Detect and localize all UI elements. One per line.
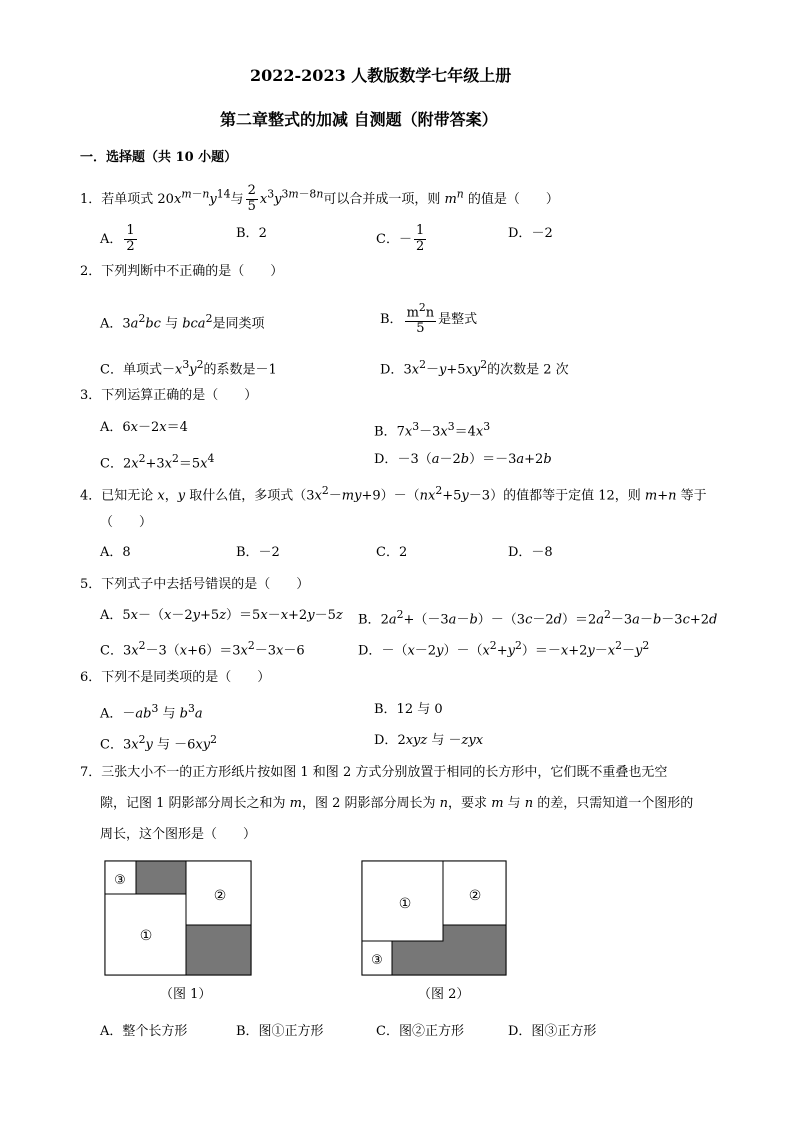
q4-option-b[interactable]: B．－2 <box>236 545 280 560</box>
fig1-shade-bottom <box>186 925 251 975</box>
doc-subtitle: 第二章整式的加减 自测题（附带答案） <box>220 110 498 129</box>
q1-option-c[interactable]: C．－ $\frac{1}{2}$ <box>376 223 425 254</box>
q5-option-a[interactable]: A．5x－（x－2y+5z）＝5x－x+2y－5z <box>100 608 343 623</box>
q3-option-d[interactable]: D．－3（a－2b）＝－3a+2b <box>374 452 552 467</box>
fig2-label-1: ① <box>398 896 412 912</box>
q5-option-c[interactable]: C．$3x^2-3(x+6)=3x^2-3x-6$ <box>100 639 305 659</box>
q2-stem: 2．下列判断中不正确的是（ ） <box>80 264 284 279</box>
figure-1 <box>104 860 254 978</box>
q5-stem: 5．下列式子中去括号错误的是（ ） <box>80 577 310 592</box>
doc-title: 2022-2023 人教版数学七年级上册 <box>250 66 512 85</box>
q6-option-c[interactable]: C．$3x^2y$ 与 $-6xy^2$ <box>100 733 217 753</box>
q1-stem: 1．若单项式 $20x^{m-n}y^{14}$与 $\frac{2}{5}$ $x^3y^{3m-8n}$可以合并成一项，则 $m^n$ 的值是（ ） <box>80 183 559 214</box>
q7-option-a[interactable]: A．整个长方形 <box>100 1024 188 1039</box>
q5-option-d[interactable]: D．$-(x-2y)-(x^2+y^2)=-x+2y-x^2-y^2$ <box>358 639 650 659</box>
q3-option-b[interactable]: B．$7x^3-3x^3=4x^3$ <box>374 420 491 440</box>
q2-option-a[interactable]: A．$3a^2bc$ 与 bca$^2$是同类项 <box>100 312 265 332</box>
q6-option-b[interactable]: B．12 与 0 <box>374 702 443 717</box>
q3-option-c[interactable]: C．$2x^2+3x^2=5x^4$ <box>100 452 215 472</box>
fig1-label-3: ③ <box>114 873 126 888</box>
q6-option-a[interactable]: A．$-ab^3$ 与 $b^3a$ <box>100 702 203 722</box>
q1-option-a[interactable]: A． $\frac{1}{2}$ <box>100 223 135 254</box>
q4-option-a[interactable]: A．8 <box>100 545 131 560</box>
q6-option-d[interactable]: D．2xyz 与 －zyx <box>374 733 484 748</box>
fig1-shade-top <box>136 861 186 894</box>
q4-stem-cont: （ ） <box>100 515 153 530</box>
fig2-label-2: ② <box>468 888 482 904</box>
q5-option-b[interactable]: B．$2a^2+(-3a-b)-(3c-2d)=2a^2-3a-b-3c+2d$ <box>358 608 718 628</box>
section-heading: 一．选择题（共 10 小题） <box>80 150 238 165</box>
q6-stem: 6．下列不是同类项的是（ ） <box>80 670 271 685</box>
fig1-label-1: ① <box>139 928 153 944</box>
q2-option-b[interactable]: B． $\frac{m^2n}{5}$ 是整式 <box>380 301 478 337</box>
q7-option-c[interactable]: C．图②正方形 <box>376 1024 464 1039</box>
q1-option-b[interactable]: B．2 <box>236 226 267 241</box>
q7-stem-line1: 7．三张大小不一的正方形纸片按如图 1 和图 2 方式分别放置于相同的长方形中，它们既不重叠也无空 <box>80 765 668 780</box>
figure-2 <box>361 860 509 978</box>
q7-stem-line2: 隙，记图 1 阴影部分周长之和为 m，图 2 阴影部分周长为 n，要求 m 与 n 的差，只需知道一个图形的 <box>100 796 694 811</box>
figure-1-caption: （图 1） <box>160 987 212 1002</box>
fig2-label-3: ③ <box>371 953 383 968</box>
q3-stem: 3．下列运算正确的是（ ） <box>80 388 258 403</box>
q4-option-c[interactable]: C．2 <box>376 545 408 560</box>
q2-option-c[interactable]: C．单项式$-x^3y^2$的系数是－1 <box>100 358 277 378</box>
q2-option-d[interactable]: D．$3x^2-y+5xy^2$的次数是 2 次 <box>380 358 569 378</box>
q4-stem: 4．已知无论 x，y 取什么值，多项式$(3x^2-my+9)-(nx^2+5y-3)$的值都等于定值 12，则 m+n 等于 <box>80 484 707 504</box>
figure-2-caption: （图 2） <box>418 987 470 1002</box>
q7-option-d[interactable]: D．图③正方形 <box>508 1024 597 1039</box>
q3-option-a[interactable]: A．6x－2x＝4 <box>100 420 188 435</box>
q4-option-d[interactable]: D．－8 <box>508 545 553 560</box>
q1-option-d[interactable]: D．－2 <box>508 226 553 241</box>
fig1-label-2: ② <box>213 888 227 904</box>
q7-stem-line3: 周长，这个图形是（ ） <box>100 827 257 842</box>
q7-option-b[interactable]: B．图①正方形 <box>236 1024 324 1039</box>
